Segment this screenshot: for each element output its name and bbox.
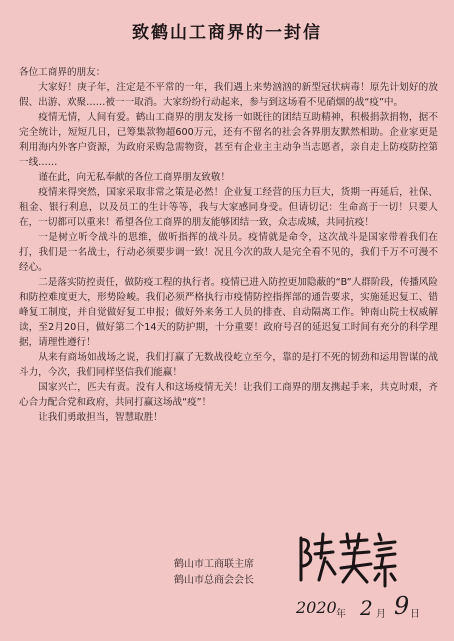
paragraph-6: 二是落实防控责任，做防疫工程的执行者。疫情已进入防控更加隐蔽的“B”人群阶段，传播风险和防控难度更大，形势险峻。我们必须严格执行市疫情防控指挥部的通告要求，实施延迟复工、错峰复工制度，并自觉做好复工申报；做好外来务工人员的排查、自动隔离工作。钟南山院士权威解读，至2月20日，做好第二个14天的防护期，十分重要！政府号召的延迟复工时间有充分的科学理据，请理性遵行！ <box>19 277 438 348</box>
date-year-label: 年 <box>336 609 346 620</box>
date-month: 2 <box>360 596 373 620</box>
letter-date <box>296 592 426 624</box>
handwritten-signature <box>295 528 400 590</box>
paragraph-2: 疫情无情，人间有爱。鹤山工商界的朋友发扬一如既往的团结互助精神，积极捐款捐物，据不完全统计，短短几日，已筹集款物超600万元，还有不留名的社会各界朋友默然相助。企业家更是利用海内外客户资源，为政府采购急需物资，甚至有企业主主动争当志愿者，亲自走上防疫防控第一线…… <box>19 112 438 168</box>
signatory-title-2: 鹤山市总商会会长 <box>174 575 254 586</box>
signatory-title-1: 鹤山市工商联主席 <box>174 559 254 570</box>
paragraph-5: 一是树立听令战斗的思维，做听指挥的战斗员。疫情就是命令，这次战斗是国家带着我们在打，我们是一名战士，行动必须要步调一致！况且今次的敌人是完全看不见的，我们千万不可漫不经心。 <box>19 232 438 273</box>
date-month-label: 月 <box>376 609 386 620</box>
letter-body <box>19 65 438 425</box>
letter-title: 致鹤山工商界的一封信 <box>132 23 322 43</box>
date-year: 2020 <box>296 598 337 617</box>
date-day-label: 日 <box>410 609 420 620</box>
paragraph-9: 让我们勇敢担当，智慧取胜！ <box>38 412 163 423</box>
date-day: 9 <box>394 592 410 620</box>
paragraph-4: 疫情来得突然，国家采取非常之策是必然！企业复工经营的压力巨大，货期一再延后，社保、租金、银行利息，以及员工的生计等等，我与大家感同身受。但请切记：生命高于一切！只要人在，一切都可以重来！希望各位工商界的朋友能够团结一致，众志成城，共同抗疫！ <box>19 187 438 228</box>
paragraph-7: 从来有商场如战场之说，我们打赢了无数战役屹立至今，靠的是打不死的韧劲和运用智谋的战斗力，今次，我们同样坚信我们能赢！ <box>19 352 438 378</box>
paragraph-8: 国家兴亡，匹夫有责。没有人和这场疫情无关！让我们工商界的朋友携起手来，共克时艰，齐心合力配合党和政府，共同打赢这场战“疫”！ <box>19 382 438 408</box>
paragraph-1: 大家好！庚子年，注定是不平常的一年，我们遇上来势汹汹的新型冠状病毒！原先计划好的放假、出游、欢聚……被一一取消。大家纷纷行动起来，参与到这场看不见硝烟的战“疫”中。 <box>19 82 438 108</box>
paragraph-3: 谨在此，向无私奉献的各位工商界朋友致敬！ <box>38 172 231 183</box>
salutation: 各位工商界的朋友： <box>19 67 106 78</box>
